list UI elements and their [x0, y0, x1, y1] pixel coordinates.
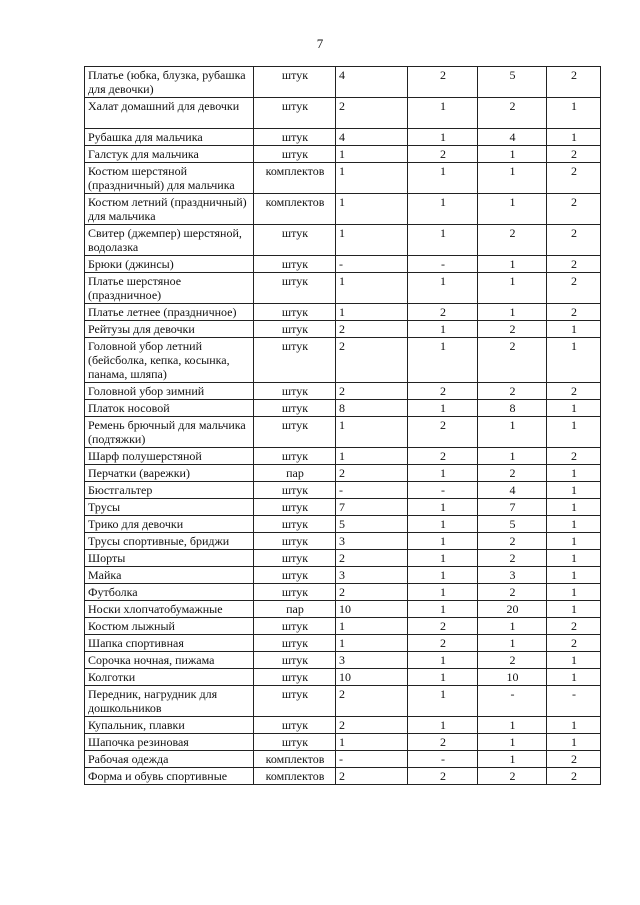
table-row: [85, 383, 601, 400]
quantity-cell-v4: 1: [547, 98, 601, 129]
table-row: [85, 686, 601, 717]
quantity-cell-v2: -: [408, 256, 478, 273]
unit-cell: штук: [254, 567, 336, 584]
quantity-cell-v4: 2: [547, 304, 601, 321]
quantity-cell-v4: 2: [547, 383, 601, 400]
quantity-cell-v4: 2: [547, 448, 601, 465]
quantity-cell-v2: 1: [408, 129, 478, 146]
item-name-cell: Шапочка резиновая: [85, 734, 254, 751]
unit-cell: штук: [254, 618, 336, 635]
unit-cell: штук: [254, 533, 336, 550]
quantity-cell-v1: 2: [336, 98, 408, 129]
unit-cell: штук: [254, 550, 336, 567]
item-name-cell: Платье (юбка, блузка, рубашка для девочки): [85, 67, 254, 98]
item-name-cell: Рубашка для мальчика: [85, 129, 254, 146]
quantity-cell-v2: 1: [408, 321, 478, 338]
quantity-cell-v3: 2: [478, 225, 547, 256]
table-row: [85, 768, 601, 785]
item-name-cell: Купальник, плавки: [85, 717, 254, 734]
quantity-cell-v1: 2: [336, 768, 408, 785]
quantity-cell-v1: 1: [336, 273, 408, 304]
quantity-cell-v2: 2: [408, 618, 478, 635]
quantity-cell-v1: 4: [336, 67, 408, 98]
item-name-cell: Шарф полушерстяной: [85, 448, 254, 465]
quantity-cell-v1: 2: [336, 550, 408, 567]
table-row: [85, 465, 601, 482]
quantity-cell-v2: 1: [408, 400, 478, 417]
unit-cell: штук: [254, 448, 336, 465]
quantity-cell-v4: 1: [547, 717, 601, 734]
quantity-cell-v3: 2: [478, 768, 547, 785]
table-row: [85, 516, 601, 533]
quantity-cell-v2: 2: [408, 768, 478, 785]
unit-cell: комплектов: [254, 768, 336, 785]
unit-cell: штук: [254, 400, 336, 417]
unit-cell: пар: [254, 465, 336, 482]
table-row: [85, 129, 601, 146]
quantity-cell-v1: 8: [336, 400, 408, 417]
quantity-cell-v2: 1: [408, 338, 478, 383]
item-name-cell: Костюм шерстяной (праздничный) для мальчика: [85, 163, 254, 194]
quantity-cell-v4: 2: [547, 635, 601, 652]
quantity-cell-v4: 1: [547, 567, 601, 584]
quantity-cell-v4: 2: [547, 163, 601, 194]
table-row: [85, 550, 601, 567]
quantity-cell-v4: 1: [547, 417, 601, 448]
quantity-cell-v2: 2: [408, 417, 478, 448]
table-row: [85, 448, 601, 465]
item-name-cell: Шапка спортивная: [85, 635, 254, 652]
item-name-cell: Рабочая одежда: [85, 751, 254, 768]
table-row: [85, 256, 601, 273]
table-row: [85, 482, 601, 499]
quantity-cell-v2: 2: [408, 146, 478, 163]
table-row: [85, 584, 601, 601]
quantity-cell-v1: 2: [336, 383, 408, 400]
quantity-cell-v1: 3: [336, 567, 408, 584]
table-row: [85, 321, 601, 338]
quantity-cell-v1: 3: [336, 652, 408, 669]
quantity-cell-v1: 1: [336, 146, 408, 163]
item-name-cell: Головной убор зимний: [85, 383, 254, 400]
quantity-cell-v2: 1: [408, 567, 478, 584]
item-name-cell: Сорочка ночная, пижама: [85, 652, 254, 669]
unit-cell: штук: [254, 635, 336, 652]
quantity-cell-v4: 1: [547, 465, 601, 482]
table-row: [85, 400, 601, 417]
table-row: [85, 273, 601, 304]
quantity-cell-v4: 1: [547, 129, 601, 146]
item-name-cell: Рейтузы для девочки: [85, 321, 254, 338]
item-name-cell: Платье шерстяное (праздничное): [85, 273, 254, 304]
table-row: [85, 734, 601, 751]
table-row: [85, 635, 601, 652]
quantity-cell-v2: 1: [408, 273, 478, 304]
table-row: [85, 98, 601, 129]
unit-cell: штук: [254, 584, 336, 601]
quantity-cell-v3: 1: [478, 163, 547, 194]
quantity-cell-v1: 2: [336, 338, 408, 383]
unit-cell: комплектов: [254, 163, 336, 194]
quantity-cell-v2: 2: [408, 67, 478, 98]
quantity-cell-v4: 2: [547, 751, 601, 768]
quantity-cell-v4: 1: [547, 482, 601, 499]
item-name-cell: Галстук для мальчика: [85, 146, 254, 163]
quantity-cell-v4: 2: [547, 618, 601, 635]
table-row: [85, 618, 601, 635]
quantity-cell-v1: 5: [336, 516, 408, 533]
item-name-cell: Передник, нагрудник для дошкольников: [85, 686, 254, 717]
clothing-norms-table: [84, 66, 601, 785]
quantity-cell-v2: 2: [408, 383, 478, 400]
quantity-cell-v2: -: [408, 751, 478, 768]
unit-cell: штук: [254, 652, 336, 669]
quantity-cell-v1: -: [336, 482, 408, 499]
unit-cell: штук: [254, 482, 336, 499]
quantity-cell-v4: 2: [547, 194, 601, 225]
table-row: [85, 669, 601, 686]
quantity-cell-v2: 1: [408, 652, 478, 669]
quantity-cell-v4: 1: [547, 400, 601, 417]
quantity-cell-v4: 2: [547, 768, 601, 785]
quantity-cell-v2: 1: [408, 194, 478, 225]
quantity-cell-v2: 1: [408, 584, 478, 601]
table-row: [85, 533, 601, 550]
quantity-cell-v4: -: [547, 686, 601, 717]
item-name-cell: Платок носовой: [85, 400, 254, 417]
unit-cell: штук: [254, 417, 336, 448]
table-row: [85, 652, 601, 669]
unit-cell: штук: [254, 717, 336, 734]
table-row: [85, 499, 601, 516]
quantity-cell-v2: 1: [408, 601, 478, 618]
quantity-cell-v1: 1: [336, 635, 408, 652]
item-name-cell: Шорты: [85, 550, 254, 567]
quantity-cell-v1: 1: [336, 194, 408, 225]
quantity-cell-v4: 1: [547, 652, 601, 669]
table-row: [85, 146, 601, 163]
page-number: 7: [316, 36, 324, 51]
quantity-cell-v1: 1: [336, 448, 408, 465]
quantity-cell-v3: 8: [478, 400, 547, 417]
quantity-cell-v4: 1: [547, 516, 601, 533]
quantity-cell-v2: 1: [408, 499, 478, 516]
quantity-cell-v2: 1: [408, 686, 478, 717]
table-row: [85, 751, 601, 768]
unit-cell: штук: [254, 338, 336, 383]
unit-cell: штук: [254, 225, 336, 256]
item-name-cell: Головной убор летний (бейсболка, кепка, косынка, панама, шляпа): [85, 338, 254, 383]
quantity-cell-v1: 1: [336, 163, 408, 194]
item-name-cell: Колготки: [85, 669, 254, 686]
quantity-cell-v3: 1: [478, 194, 547, 225]
table-row: [85, 717, 601, 734]
unit-cell: штук: [254, 734, 336, 751]
quantity-cell-v1: 2: [336, 465, 408, 482]
quantity-cell-v3: 2: [478, 465, 547, 482]
item-name-cell: Носки хлопчатобумажные: [85, 601, 254, 618]
unit-cell: штук: [254, 686, 336, 717]
quantity-cell-v3: 1: [478, 751, 547, 768]
quantity-cell-v2: 1: [408, 533, 478, 550]
quantity-cell-v1: 1: [336, 417, 408, 448]
item-name-cell: Трусы спортивные, бриджи: [85, 533, 254, 550]
item-name-cell: Футболка: [85, 584, 254, 601]
quantity-cell-v2: 2: [408, 448, 478, 465]
quantity-cell-v3: 7: [478, 499, 547, 516]
quantity-cell-v4: 1: [547, 669, 601, 686]
quantity-cell-v3: 2: [478, 383, 547, 400]
quantity-cell-v3: 1: [478, 618, 547, 635]
quantity-cell-v3: 1: [478, 256, 547, 273]
quantity-cell-v4: 1: [547, 734, 601, 751]
unit-cell: пар: [254, 601, 336, 618]
quantity-cell-v2: -: [408, 482, 478, 499]
quantity-cell-v3: 1: [478, 448, 547, 465]
quantity-cell-v3: 20: [478, 601, 547, 618]
item-name-cell: Бюстгальтер: [85, 482, 254, 499]
table-row: [85, 338, 601, 383]
table-row: [85, 567, 601, 584]
quantity-cell-v1: 1: [336, 225, 408, 256]
quantity-cell-v2: 1: [408, 516, 478, 533]
quantity-cell-v1: -: [336, 256, 408, 273]
unit-cell: штук: [254, 129, 336, 146]
quantity-cell-v4: 1: [547, 550, 601, 567]
quantity-cell-v3: 5: [478, 67, 547, 98]
table-row: [85, 601, 601, 618]
item-name-cell: Костюм летний (праздничный) для мальчика: [85, 194, 254, 225]
quantity-cell-v3: -: [478, 686, 547, 717]
quantity-cell-v2: 1: [408, 465, 478, 482]
quantity-cell-v1: 2: [336, 584, 408, 601]
quantity-cell-v2: 2: [408, 734, 478, 751]
quantity-cell-v3: 4: [478, 129, 547, 146]
quantity-cell-v3: 5: [478, 516, 547, 533]
quantity-cell-v1: 7: [336, 499, 408, 516]
unit-cell: штук: [254, 67, 336, 98]
quantity-cell-v3: 2: [478, 533, 547, 550]
unit-cell: штук: [254, 98, 336, 129]
quantity-cell-v3: 1: [478, 734, 547, 751]
quantity-cell-v1: -: [336, 751, 408, 768]
unit-cell: штук: [254, 256, 336, 273]
quantity-cell-v1: 10: [336, 669, 408, 686]
quantity-cell-v1: 1: [336, 734, 408, 751]
item-name-cell: Трусы: [85, 499, 254, 516]
quantity-cell-v3: 2: [478, 584, 547, 601]
item-name-cell: Свитер (джемпер) шерстяной, водолазка: [85, 225, 254, 256]
item-name-cell: Платье летнее (праздничное): [85, 304, 254, 321]
item-name-cell: Ремень брючный для мальчика (подтяжки): [85, 417, 254, 448]
quantity-cell-v3: 1: [478, 273, 547, 304]
quantity-cell-v4: 1: [547, 499, 601, 516]
quantity-cell-v4: 1: [547, 533, 601, 550]
quantity-cell-v4: 1: [547, 321, 601, 338]
unit-cell: штук: [254, 499, 336, 516]
quantity-cell-v2: 1: [408, 98, 478, 129]
quantity-cell-v2: 2: [408, 304, 478, 321]
quantity-cell-v3: 2: [478, 321, 547, 338]
unit-cell: штук: [254, 383, 336, 400]
item-name-cell: Халат домашний для девочки: [85, 98, 254, 129]
table-row: [85, 417, 601, 448]
quantity-cell-v1: 2: [336, 321, 408, 338]
item-name-cell: Перчатки (варежки): [85, 465, 254, 482]
quantity-cell-v2: 1: [408, 550, 478, 567]
quantity-cell-v2: 1: [408, 717, 478, 734]
unit-cell: штук: [254, 669, 336, 686]
unit-cell: штук: [254, 321, 336, 338]
quantity-cell-v2: 2: [408, 635, 478, 652]
quantity-cell-v2: 1: [408, 163, 478, 194]
quantity-cell-v4: 1: [547, 338, 601, 383]
table-row: [85, 194, 601, 225]
table-row: [85, 163, 601, 194]
quantity-cell-v3: 2: [478, 652, 547, 669]
quantity-cell-v1: 1: [336, 618, 408, 635]
quantity-cell-v1: 1: [336, 304, 408, 321]
quantity-cell-v4: 2: [547, 67, 601, 98]
item-name-cell: Костюм лыжный: [85, 618, 254, 635]
quantity-cell-v1: 3: [336, 533, 408, 550]
quantity-cell-v4: 2: [547, 146, 601, 163]
quantity-cell-v4: 1: [547, 601, 601, 618]
quantity-cell-v3: 1: [478, 304, 547, 321]
unit-cell: комплектов: [254, 751, 336, 768]
quantity-cell-v3: 4: [478, 482, 547, 499]
quantity-cell-v2: 1: [408, 225, 478, 256]
quantity-cell-v3: 2: [478, 550, 547, 567]
quantity-cell-v3: 2: [478, 98, 547, 129]
quantity-cell-v3: 1: [478, 635, 547, 652]
quantity-cell-v4: 1: [547, 584, 601, 601]
quantity-cell-v1: 10: [336, 601, 408, 618]
quantity-cell-v2: 1: [408, 669, 478, 686]
unit-cell: штук: [254, 304, 336, 321]
table-row: [85, 225, 601, 256]
table-row: [85, 67, 601, 98]
quantity-cell-v3: 1: [478, 417, 547, 448]
unit-cell: штук: [254, 146, 336, 163]
item-name-cell: Трико для девочки: [85, 516, 254, 533]
quantity-cell-v1: 2: [336, 686, 408, 717]
quantity-cell-v1: 2: [336, 717, 408, 734]
item-name-cell: Майка: [85, 567, 254, 584]
unit-cell: комплектов: [254, 194, 336, 225]
quantity-cell-v3: 3: [478, 567, 547, 584]
quantity-cell-v4: 2: [547, 256, 601, 273]
quantity-cell-v3: 10: [478, 669, 547, 686]
table-row: [85, 304, 601, 321]
quantity-cell-v3: 2: [478, 338, 547, 383]
item-name-cell: Форма и обувь спортивные: [85, 768, 254, 785]
quantity-cell-v3: 1: [478, 146, 547, 163]
quantity-cell-v4: 2: [547, 273, 601, 304]
unit-cell: штук: [254, 516, 336, 533]
quantity-cell-v4: 2: [547, 225, 601, 256]
quantity-cell-v3: 1: [478, 717, 547, 734]
quantity-cell-v1: 4: [336, 129, 408, 146]
unit-cell: штук: [254, 273, 336, 304]
item-name-cell: Брюки (джинсы): [85, 256, 254, 273]
